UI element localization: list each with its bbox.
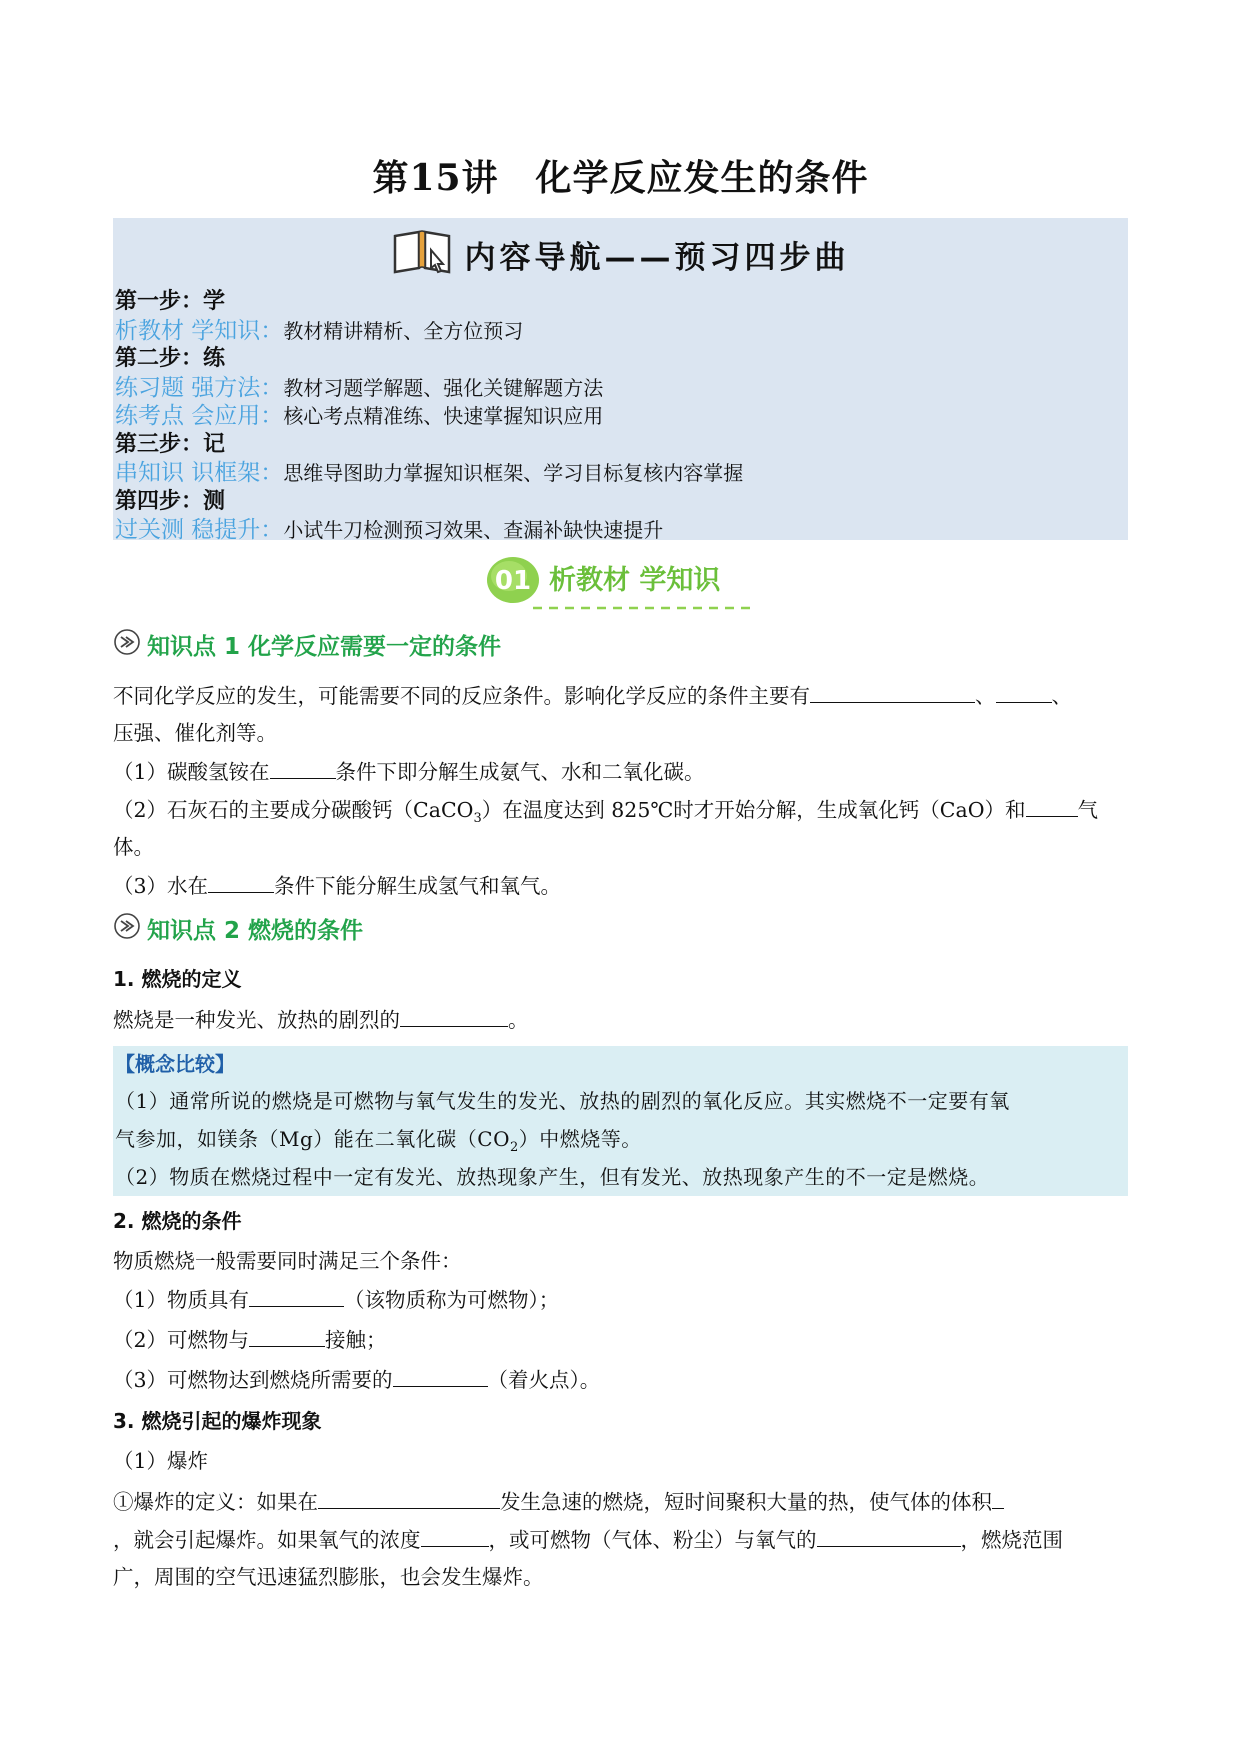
subscript: 3 [473,811,482,827]
text: 条件下即分解生成氨气、水和二氧化碳。 [335,760,705,784]
fill-blank [810,676,975,703]
concept-line: （2）物质在燃烧过程中一定有发光、放热现象产生，但有发光、放热现象产生的不一定是燃烧。 [115,1165,990,1189]
kp1-title: 知识点 1 化学反应需要一定的条件 [147,634,502,660]
text: 发生急速的燃烧，短时间聚积大量的热，使气体的体积 [500,1490,992,1514]
text: ）中燃烧等。 [518,1127,642,1151]
fill-blank [393,1360,488,1387]
fill-blank [421,1520,489,1547]
nav-step-2: 第二步：练 [115,346,226,371]
fill-blank [400,1000,508,1027]
nav-item [115,402,1125,431]
text: （3）水在 [113,874,209,898]
paragraph: 物质燃烧一般需要同时满足三个条件： [113,1249,462,1273]
text: ，燃烧范围 [960,1528,1063,1552]
text: （3）可燃物达到燃烧所需要的 [113,1368,393,1392]
fill-blank [249,1320,325,1347]
paragraph: 广，周围的空气迅速猛烈膨胀，也会发生爆炸。 [113,1565,544,1589]
concept-comparison-box [113,1046,1128,1196]
paragraph [113,1520,1128,1559]
text: （1）物质具有 [113,1288,250,1312]
content-navigation-box [113,218,1128,543]
nav-item-key: 练考点 会应用： [115,403,284,429]
nav-item-key: 析教材 学知识： [115,317,284,344]
nav-item-desc: 思维导图助力掌握知识框架、学习目标复核内容掌握 [283,461,744,485]
subheading: 2. 燃烧的条件 [113,1209,242,1233]
fill-blank [996,676,1052,703]
paragraph [113,1280,1128,1319]
page-title: 第15讲 化学反应发生的条件 [372,157,869,199]
knowledge-point-2-heading [113,912,363,948]
text: 压强、催化剂等。 [113,721,277,745]
arrow-circle-icon [113,912,141,951]
fill-blank [249,1280,344,1307]
fill-blank [270,752,336,779]
nav-item-desc: 小试牛刀检测预习效果、查漏补缺快速提升 [283,518,664,542]
text: （2）石灰石的主要成分碳酸钙（CaCO [113,798,474,822]
text: （2）可燃物与 [113,1328,250,1352]
text: 、 [975,684,996,708]
nav-step-3: 第三步：记 [115,431,226,457]
section-badge [485,553,765,613]
section-label: 析教材 学知识 [549,565,721,596]
section-number: 01 [494,566,532,596]
nav-item [115,516,1125,545]
paragraph [113,1000,1128,1039]
nav-item-desc: 核心考点精准练、快速掌握知识应用 [283,404,604,428]
text: 接触； [325,1328,387,1352]
paragraph [113,828,1128,866]
nav-item [115,317,1125,346]
concept-line: （1）通常所说的燃烧是可燃物与氧气发生的发光、放热的剧烈的氧化反应。其实燃烧不一定要有氧 [115,1089,1010,1113]
fill-blank [318,1482,500,1509]
text: 、 [1051,684,1072,708]
subheading: 1. 燃烧的定义 [113,967,242,991]
paragraph [113,1482,1128,1521]
fill-blank [992,1482,1004,1509]
fill-blank [817,1520,961,1547]
fill-blank [1026,790,1078,817]
paragraph [113,714,1128,752]
text: ①爆炸的定义：如果在 [113,1490,318,1514]
text: 气 [1077,798,1099,822]
text: 。 [508,1008,529,1032]
text: 条件下能分解生成氢气和氧气。 [274,874,562,898]
paragraph [113,1360,1128,1399]
text: （该物质称为可燃物）； [344,1288,560,1312]
nav-item-key: 串知识 识框架： [115,460,284,486]
kp2-title: 知识点 2 燃烧的条件 [147,918,364,944]
text: 体。 [113,835,154,859]
fill-blank [208,866,274,893]
nav-item [115,374,1125,403]
paragraph: （1）爆炸 [113,1449,209,1473]
concept-title: 【概念比较】 [115,1052,235,1076]
text: ）在温度达到 825℃时才开始分解，生成氧化钙（CaO）和 [481,798,1026,822]
text: （着火点）。 [487,1368,601,1392]
subheading: 3. 燃烧引起的爆炸现象 [113,1409,322,1433]
nav-steps [115,288,1125,545]
nav-title: 内容导航——预习四步曲 [464,239,850,276]
knowledge-point-1-heading [113,628,501,664]
paragraph [113,1320,1128,1359]
paragraph [113,866,1128,905]
arrow-circle-icon [113,628,141,667]
nav-item-desc: 教材习题学解题、强化关键解题方法 [283,375,604,400]
text: 气参加，如镁条（Mg）能在二氧化碳（CO [115,1127,510,1151]
text: 燃烧是一种发光、放热的剧烈的 [113,1008,400,1032]
nav-header [113,228,1128,278]
nav-item [115,459,1125,488]
text: （1）碳酸氢铵在 [113,760,270,784]
nav-step-1: 第一步：学 [115,289,226,314]
nav-item-key: 过关测 稳提升： [115,517,284,543]
book-pointer-icon [391,228,453,280]
subscript: 2 [509,1140,519,1155]
nav-item-desc: 教材精讲精析、全方位预习 [283,318,524,343]
text: 不同化学反应的发生，可能需要不同的反应条件。影响化学反应的条件主要有 [113,684,810,708]
nav-step-4: 第四步：测 [115,488,226,514]
paragraph [113,752,1128,791]
nav-item-key: 练习题 强方法： [115,374,284,401]
paragraph [113,676,1128,715]
text: ，或可燃物（气体、粉尘）与氧气的 [488,1528,817,1552]
text: ，就会引起爆炸。如果氧气的浓度 [113,1528,421,1552]
